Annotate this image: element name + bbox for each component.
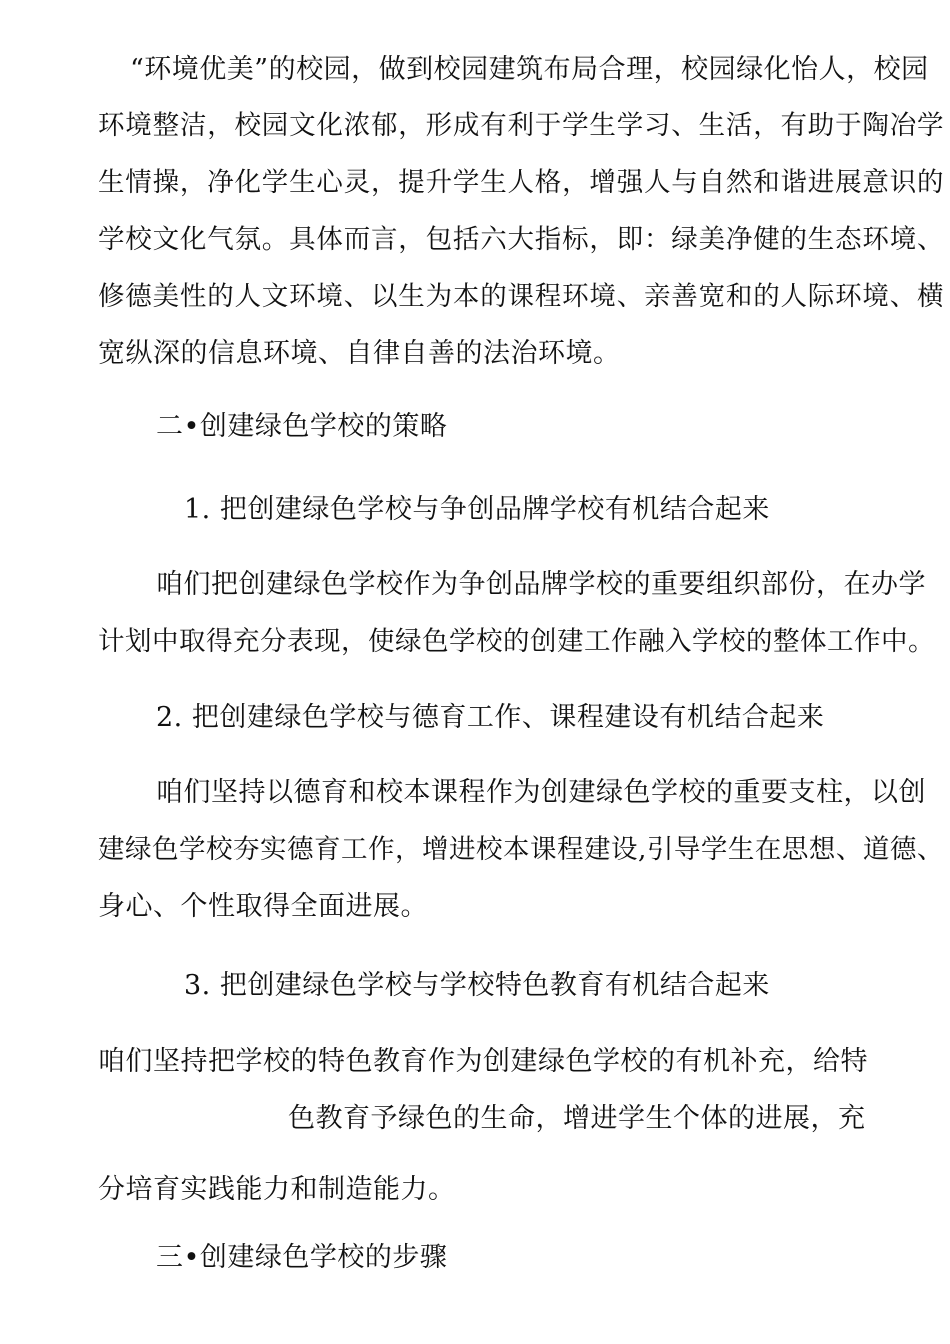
paragraph-line: 咱们把创建绿色学校作为争创品牌学校的重要组织部份，在办学 <box>156 569 926 600</box>
paragraph-line: 宽纵深的信息环境、自律自善的法治环境。 <box>98 338 621 369</box>
paragraph-line: “环境优美”的校园，做到校园建筑布局合理，校园绿化怡人，校园 <box>130 54 929 85</box>
paragraph-line: 学校文化气氛。具体而言，包括六大指标，即：绿美净健的生态环境、 <box>98 224 944 255</box>
paragraph-line: 咱们坚持以德育和校本课程作为创建绿色学校的重要支柱，以创 <box>156 777 926 808</box>
section-heading: 二•创建绿色学校的策略 <box>156 411 448 442</box>
paragraph-line: 修德美性的人文环境、以生为本的课程环境、亲善宽和的人际环境、横 <box>98 281 944 312</box>
paragraph-line: 计划中取得充分表现，使绿色学校的创建工作融入学校的整体工作中。 <box>98 626 935 657</box>
paragraph-line: 生情操，净化学生心灵，提升学生人格，增强人与自然和谐进展意识的 <box>98 167 944 198</box>
paragraph-line: 咱们坚持把学校的特色教育作为创建绿色学校的有机补充，给特 <box>98 1046 868 1077</box>
paragraph-line: 身心、个性取得全面进展。 <box>98 891 428 922</box>
list-item-heading: 3. 把创建绿色学校与学校特色教育有机结合起来 <box>184 970 770 1001</box>
paragraph-line: 色教育予绿色的生命，增进学生个体的进展，充 <box>288 1103 866 1134</box>
paragraph-line: 分培育实践能力和制造能力。 <box>98 1174 456 1205</box>
list-item-heading: 1. 把创建绿色学校与争创品牌学校有机结合起来 <box>184 494 770 525</box>
section-heading: 三•创建绿色学校的步骤 <box>156 1242 448 1273</box>
paragraph-line: 建绿色学校夯实德育工作，增进校本课程建设,引导学生在思想、道德、 <box>98 834 944 865</box>
paragraph-line: 环境整洁，校园文化浓郁，形成有利于学生学习、生活，有助于陶冶学 <box>98 110 944 141</box>
list-item-heading: 2. 把创建绿色学校与德育工作、课程建设有机结合起来 <box>156 702 825 733</box>
